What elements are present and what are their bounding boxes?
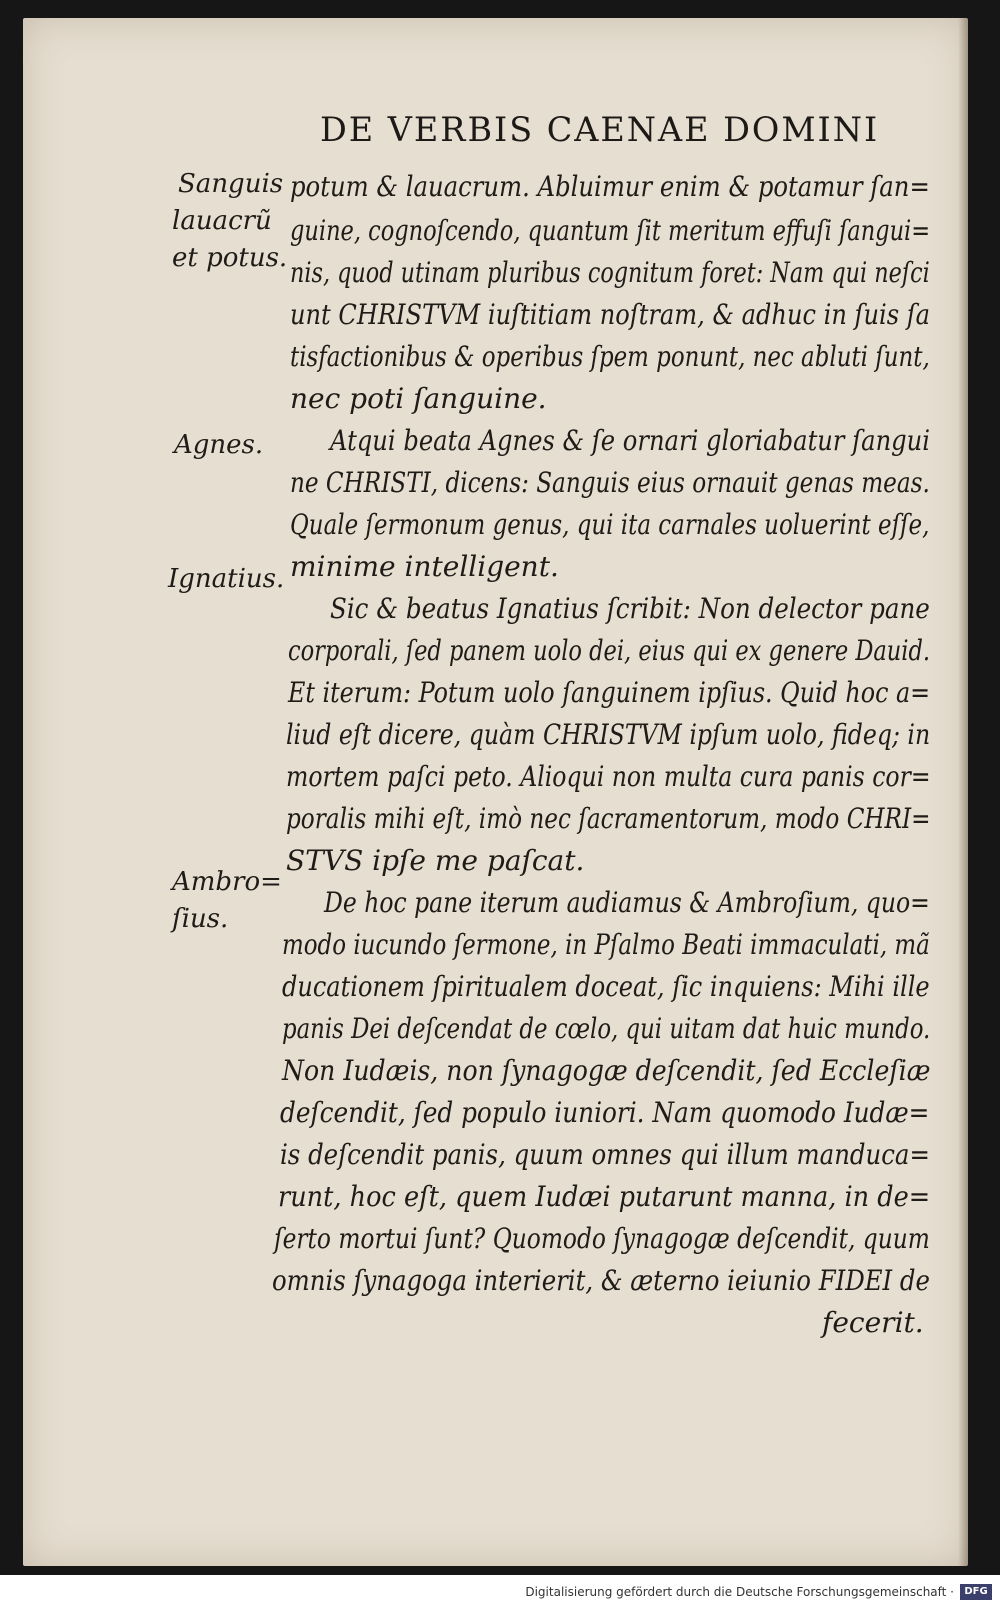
footer-credit: Digitalisierung gefördert durch die Deutsche Forschungsgemeinschaft · [525,1585,954,1599]
marginal-note-sanguis: Sanguis [178,169,284,199]
text-line: liud eſt dicere, quàm CHRISTVM ipſum uolo, fideq; in [286,718,931,751]
text-line: Sic & beatus Ignatius ſcribit: Non delector pane [330,592,930,625]
text-line: omnis ſynagoga interierit, & æterno ieiunio FIDEI de [272,1264,930,1297]
marginal-note-ambro: Ambro= [172,867,282,897]
text-line: Quale ſermonum genus, qui ita carnales uoluerint eſſe, [290,508,930,541]
marginal-note-sius: ſius. [172,904,229,934]
text-line: mortem paſci peto. Alioqui non multa cura panis cor= [286,760,931,793]
marginal-note-ignatius: Ignatius. [168,564,285,594]
text-line: minime intelligent. [290,550,559,583]
text-line: is deſcendit panis, quum omnes qui illum manduca= [280,1138,930,1171]
text-line: poralis mihi eſt, imò nec ſacramentorum, modo CHRI= [286,802,931,835]
text-line: deſcendit, ſed populo iuniori. Nam quomodo Iudæ= [280,1096,930,1129]
text-line: guine, cognoſcendo, quantum ſit meritum effuſi ſangui= [290,214,931,247]
text-line: ſerto mortui ſunt? Quomodo ſynagogæ deſcendit, quum [274,1222,930,1255]
text-line: De hoc pane iterum audiamus & Ambroſium, quo= [324,886,930,919]
text-line: tisfactionibus & operibus ſpem ponunt, nec abluti ſunt, [290,340,930,373]
text-line: panis Dei deſcendat de cœlo, qui uitam dat huic mundo. [282,1012,931,1045]
page-edge-shadow [958,18,968,1566]
text-line: fecerit. [822,1306,924,1339]
digitization-footer [0,1575,1000,1611]
marginal-note-agnes: Agnes. [174,430,264,460]
text-line: Et iterum: Potum uolo ſanguinem ipſius. Quid hoc a= [288,676,931,709]
marginal-note-et-potus: et potus. [172,243,288,273]
dfg-logo: DFG [960,1584,992,1600]
running-head: DE VERBIS CAENAE DOMINI [320,110,880,150]
text-line: Atqui beata Agnes & ſe ornari gloriabatur ſangui [330,424,931,457]
text-line: nis, quod utinam pluribus cognitum foret: Nam qui neſci [290,256,930,289]
text-line: ne CHRISTI, dicens: Sanguis eius ornauit genas meas. [290,466,930,499]
text-line: modo iucundo ſermone, in Pſalmo Beati immaculati, mã [282,928,930,961]
text-line: ducationem ſpiritualem doceat, ſic inquiens: Mihi ille [282,970,930,1003]
text-line: runt, hoc eſt, quem Iudæi putarunt manna, in de= [278,1180,931,1213]
text-line: unt CHRISTVM iuſtitiam noſtram, & adhuc in ſuis ſa [290,298,931,331]
text-line: STVS ipſe me paſcat. [286,844,585,877]
text-line: nec poti ſanguine. [290,382,547,415]
text-line: Non Iudæis, non ſynagogæ deſcendit, ſed Eccleſiæ [282,1054,931,1087]
text-line: potum & lauacrum. Abluimur enim & potamur ſan= [290,170,930,203]
marginal-note-lauacru: lauacrũ [172,206,272,236]
text-line: corporali, ſed panem uolo dei, eius qui ex genere Dauid. [288,634,931,667]
